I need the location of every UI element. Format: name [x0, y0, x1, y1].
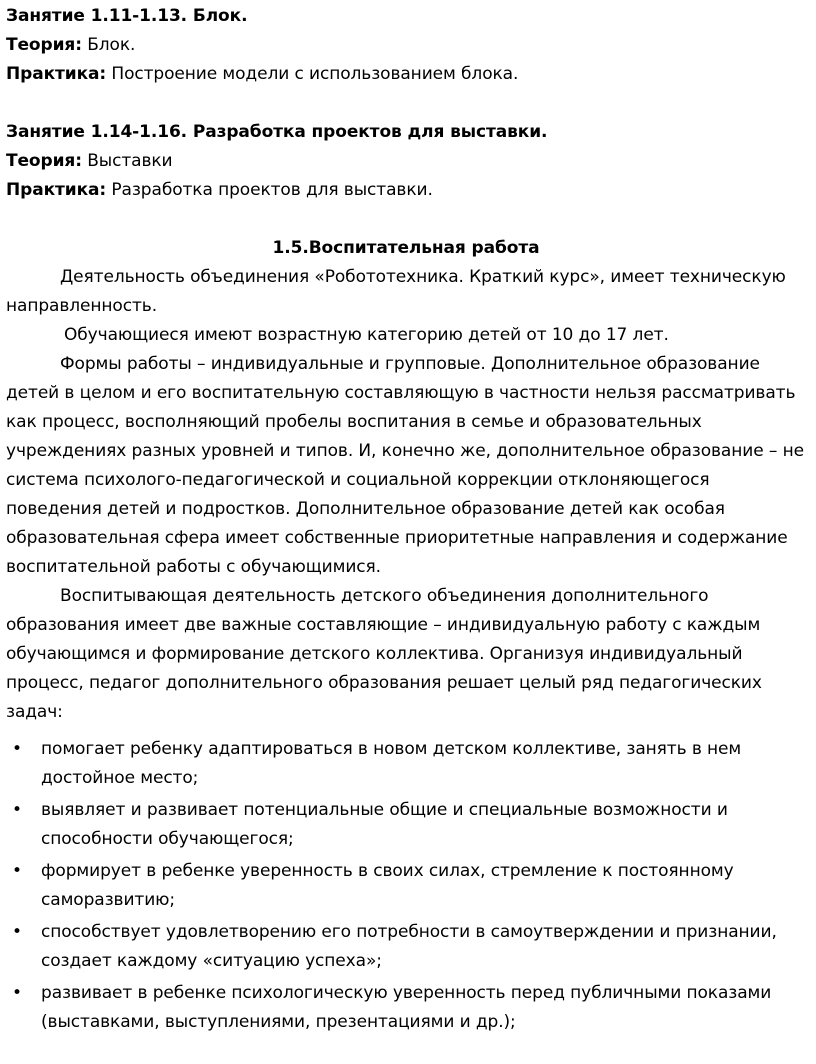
bullet-icon: • — [12, 800, 22, 820]
lesson-2-heading: Занятие 1.14-1.16. Разработка проектов для выставки. — [6, 122, 548, 142]
lesson-1-practice — [6, 60, 806, 89]
paragraph-3: Формы работы – индивидуальные и групповые. Дополнительное образование детей в целом и его воспитательную составляющую в частности нельзя рассматривать как процесс, восполняющий пробелы воспитания в семье и образовательных учреждениях разных уровней и типов. И, конечно же, дополнительное образование – не система психолого-педагогической и социальной коррекции отклоняющегося поведения детей и подростков. Дополнительное образование детей как особая образовательная сфера имеет собственные приоритетные направления и содержание воспитательной работы с обучающимися. — [6, 354, 804, 577]
practice-text: Построение модели с использованием блока. — [106, 64, 519, 84]
list-item: • развивает в ребенке психологическую уверенность перед публичными показами (выставками, выступлениями, презентациями и др.); — [6, 979, 806, 1037]
list-item: • формирует в ребенке уверенность в своих силах, стремление к постоянному саморазвитию; — [6, 857, 806, 915]
theory-label: Теория: — [6, 151, 82, 171]
section-title: 1.5.Воспитательная работа — [272, 238, 540, 258]
practice-text: Разработка проектов для выставки. — [106, 180, 433, 200]
lesson-1-theory — [6, 31, 806, 60]
list-item: • способствует удовлетворению его потребности в самоутверждении и признании, создает каждому «ситуацию успеха»; — [6, 918, 806, 976]
theory-label: Теория: — [6, 35, 82, 55]
theory-text: Блок. — [81, 35, 136, 55]
bullet-icon: • — [12, 983, 22, 1003]
bullet-icon: • — [12, 922, 22, 942]
practice-label: Практика: — [6, 64, 107, 84]
bullet-icon: • — [12, 861, 22, 881]
practice-label: Практика: — [6, 180, 107, 200]
paragraph-2: Обучающиеся имеют возрастную категорию детей от 10 до 17 лет. — [64, 325, 669, 345]
paragraph-1: Деятельность объединения «Робототехника. Краткий курс», имеет техническую направленность. — [6, 267, 786, 316]
lesson-2-theory — [6, 147, 806, 176]
spacer — [6, 205, 806, 234]
list-item: • выявляет и развивает потенциальные общие и специальные возможности и способности обучающегося; — [6, 796, 806, 854]
bullet-icon: • — [12, 739, 22, 759]
lesson-1-heading: Занятие 1.11-1.13. Блок. — [6, 6, 248, 26]
task-list — [6, 735, 806, 1037]
lesson-2-practice — [6, 176, 806, 205]
theory-text: Выставки — [81, 151, 173, 171]
paragraph-4: Воспитывающая деятельность детского объединения дополнительного образования имеет две важные составляющие – индивидуальную работу с каждым обучающимся и формирование детского коллектива. Организуя индивидуальный процесс, педагог дополнительного образования решает целый ряд педагогических задач: — [6, 586, 762, 722]
list-item: • помогает ребенку адаптироваться в новом детском коллективе, занять в нем достойное место; — [6, 735, 806, 793]
spacer — [6, 89, 806, 118]
